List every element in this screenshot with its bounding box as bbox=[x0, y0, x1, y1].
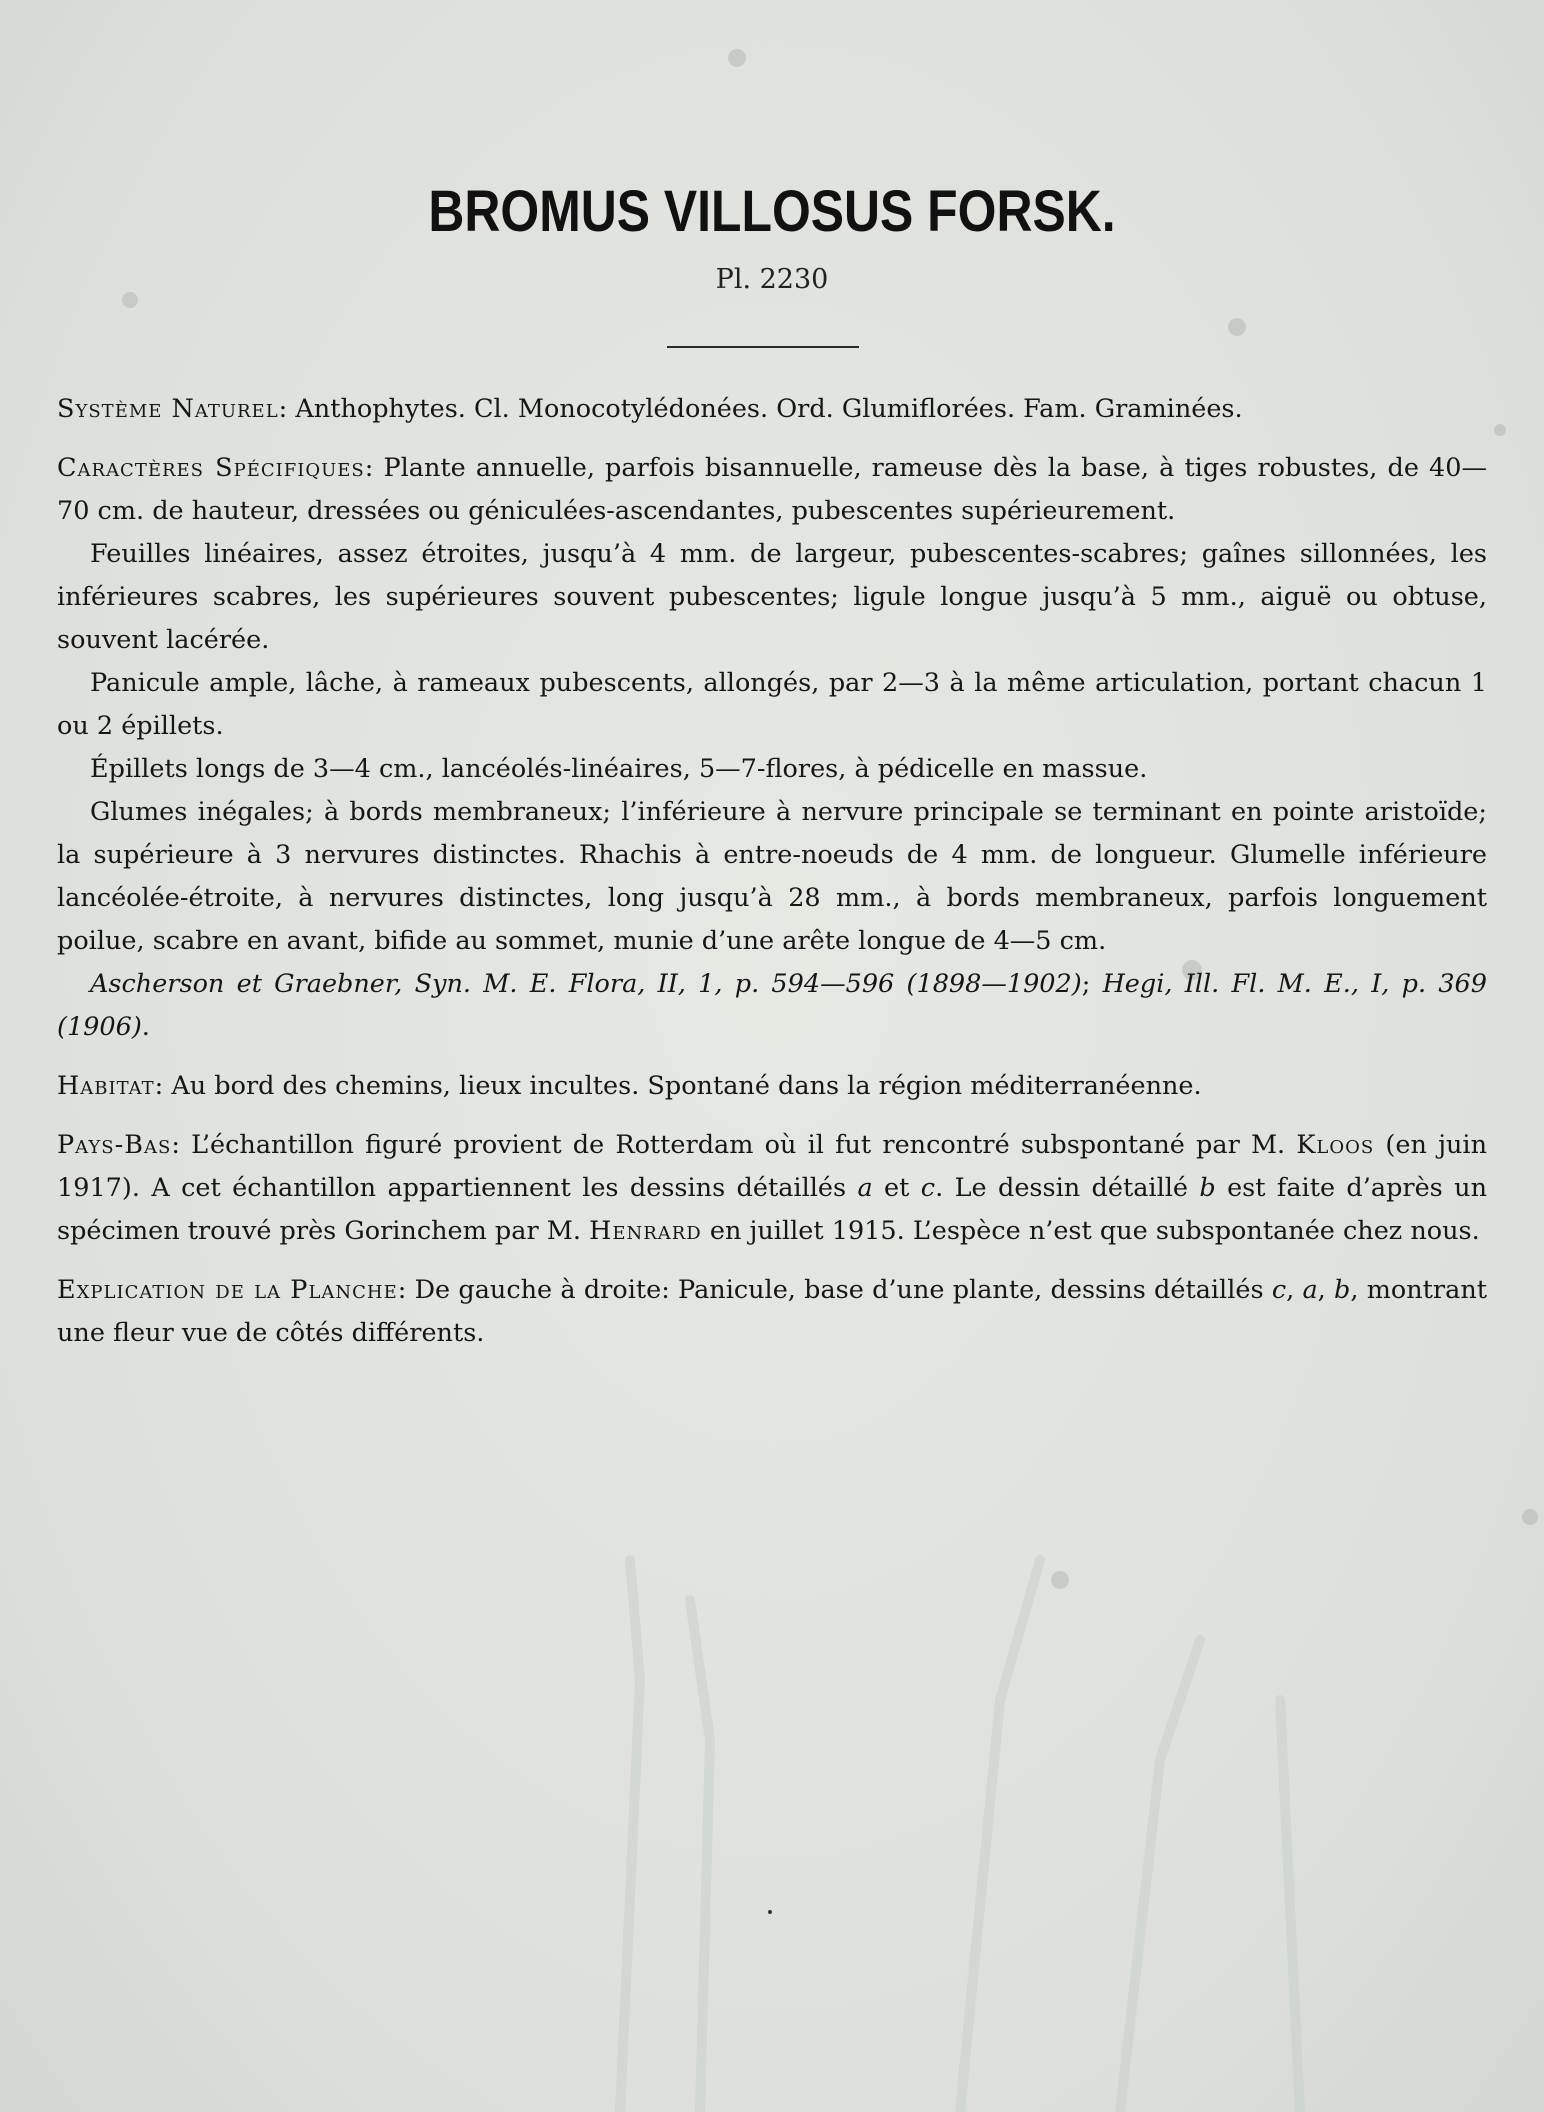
pays-bas-paragraph bbox=[57, 1124, 1487, 1253]
panicule-paragraph: Panicule ample, lâche, à rameaux pubescents, allongés, par 2—3 à la même articulation, portant chacun 1 ou 2 épillets. bbox=[57, 668, 1487, 741]
pays-bas-text-6: en juillet 1915. L’espèce n’est que subspontanée chez nous. bbox=[701, 1216, 1480, 1246]
epillets-paragraph: Épillets longs de 3—4 cm., lancéolés-linéaires, 5—7-flores, à pédicelle en massue. bbox=[90, 754, 1148, 784]
detail-c: c bbox=[920, 1173, 936, 1203]
explication-text-1: : De gauche à droite: Panicule, base d’une plante, dessins détaillés bbox=[397, 1275, 1272, 1305]
pays-bas-label: Pays-Bas bbox=[57, 1130, 172, 1160]
page-title: BROMUS VILLOSUS FORSK. bbox=[428, 179, 1116, 244]
caracteres-text: : Plante annuelle, parfois bisannuelle, rameuse dès la base, à tiges robustes, de 40—70 cm. de hauteur, dressées ou géniculées-ascendantes, pubescentes supérieurement. bbox=[57, 453, 1487, 526]
document-body bbox=[57, 388, 1487, 1355]
explication-detail-b: b bbox=[1334, 1275, 1351, 1305]
explication-label: Explication de la Planche bbox=[57, 1275, 398, 1305]
title-divider bbox=[667, 346, 859, 348]
stray-mark bbox=[768, 1910, 772, 1914]
explication-detail-a: a bbox=[1302, 1275, 1318, 1305]
habitat-paragraph bbox=[57, 1065, 1487, 1108]
systeme-naturel-paragraph bbox=[57, 388, 1487, 431]
habitat-label: Habitat bbox=[57, 1071, 155, 1101]
detail-b: b bbox=[1199, 1173, 1216, 1203]
reference-end: . bbox=[141, 1012, 150, 1042]
person-henrard: Henrard bbox=[589, 1216, 702, 1246]
explication-detail-c: c bbox=[1271, 1275, 1287, 1305]
systeme-naturel-label: Système Naturel bbox=[57, 394, 279, 424]
explication-sep-1: , bbox=[1286, 1275, 1303, 1305]
habitat-text: : Au bord des chemins, lieux incultes. Spontané dans la région méditerranéenne. bbox=[154, 1071, 1202, 1101]
caracteres-paragraph bbox=[57, 447, 1487, 533]
caracteres-label: Caractères Spécifiques bbox=[57, 453, 365, 483]
reference-ascherson: Ascherson et Graebner, Syn. M. E. Flora, II, 1, p. 594—596 (1898—1902) bbox=[90, 969, 1082, 999]
pays-bas-text-1: : L’échantillon figuré provient de Rotterdam où il fut rencontré subspontané par M. bbox=[171, 1130, 1297, 1160]
feuilles-paragraph: Feuilles linéaires, assez étroites, jusqu’à 4 mm. de largeur, pubescentes-scabres; gaînes sillonnées, les inférieures scabres, les supérieures souvent pubescentes; ligule longue jusqu’à 5 mm., aiguë ou obtuse, souvent lacérée. bbox=[57, 539, 1487, 655]
explication-sep-2: , bbox=[1317, 1275, 1335, 1305]
person-kloos: Kloos bbox=[1296, 1130, 1375, 1160]
reference-paragraph bbox=[57, 963, 1487, 1049]
plate-number: Pl. 2230 bbox=[715, 264, 829, 295]
detail-a: a bbox=[857, 1173, 873, 1203]
pays-bas-text-5: est faite d’après un spécimen trouvé près Gorinchem par M. bbox=[57, 1173, 1487, 1246]
pays-bas-text-2: (en juin 1917). A cet échantillon appartiennent les dessins détaillés bbox=[57, 1130, 1487, 1203]
pays-bas-text-3: et bbox=[872, 1173, 921, 1203]
pays-bas-text-4: . Le dessin détaillé bbox=[935, 1173, 1200, 1203]
explication-text-2: , montrant une fleur vue de côtés différents. bbox=[57, 1275, 1487, 1348]
explication-paragraph bbox=[57, 1269, 1487, 1355]
glumes-paragraph: Glumes inégales; à bords membraneux; l’inférieure à nervure principale se terminant en pointe aristoïde; la supérieure à 3 nervures distinctes. Rhachis à entre-noeuds de 4 mm. de longueur. Glumelle inférieure lancéolée-étroite, à nervures distinctes, long jusqu’à 28 mm., à bords membraneux, parfois longuement poilue, scabre en avant, bifide au sommet, munie d’une arête longue de 4—5 cm. bbox=[57, 797, 1487, 956]
reference-separator: ; bbox=[1081, 969, 1103, 999]
reference-hegi: Hegi, Ill. Fl. M. E., I, p. 369 (1906) bbox=[57, 969, 1487, 1042]
systeme-naturel-text: : Anthophytes. Cl. Monocotylédonées. Ord. Glumiflorées. Fam. Graminées. bbox=[278, 394, 1243, 424]
